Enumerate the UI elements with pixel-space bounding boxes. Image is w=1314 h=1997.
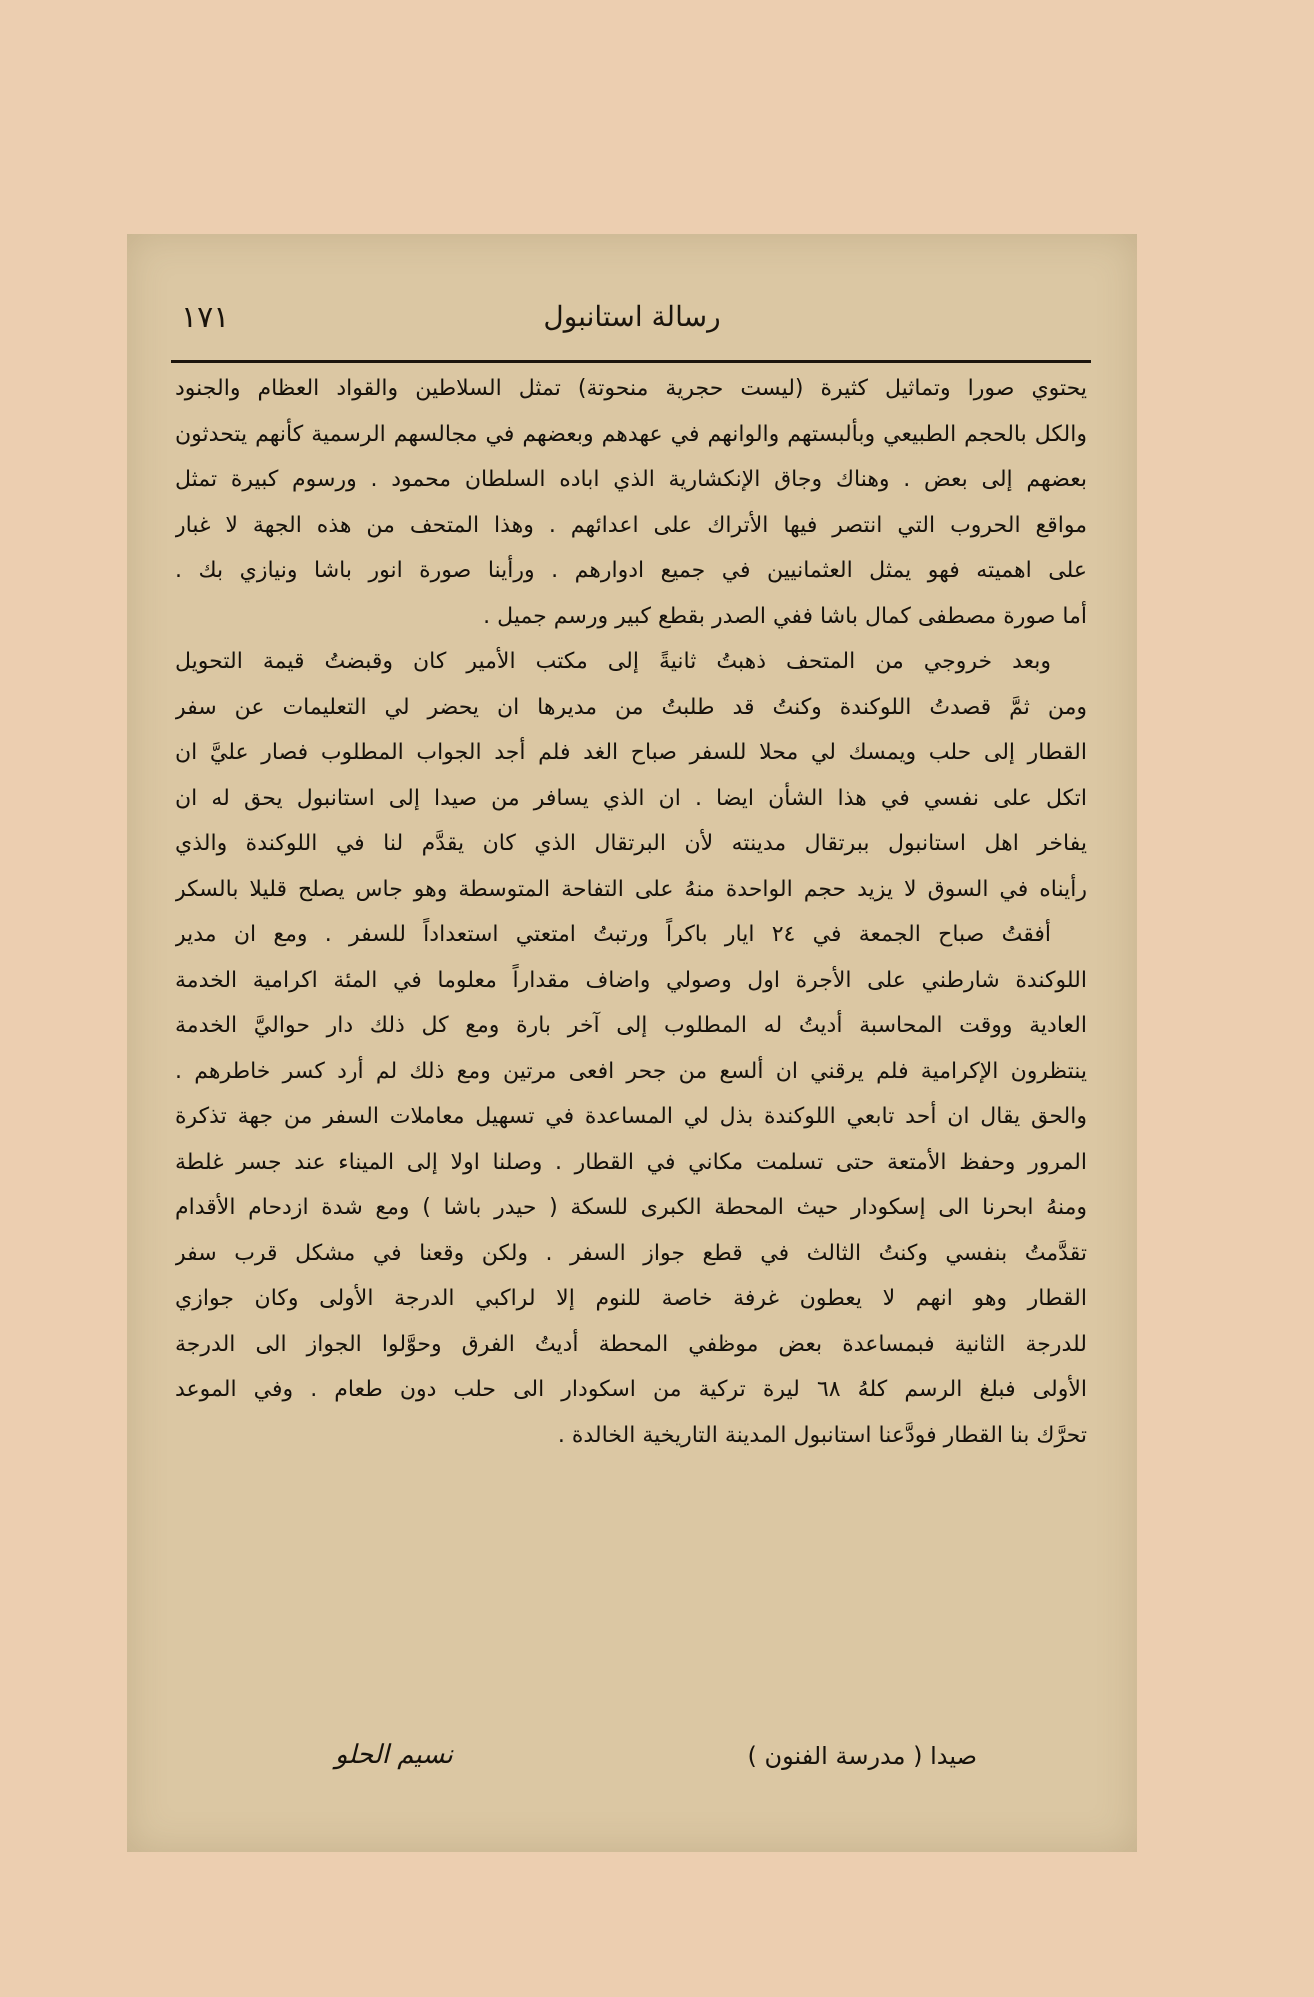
text-line: الأولى فبلغ الرسم كلهُ ٦٨ ليرة تركية من اسكودار الى حلب دون طعام . وفي الموعد: [175, 1377, 1087, 1402]
paragraph-1: [175, 366, 1087, 639]
text-line: أفقتُ صباح الجمعة في ٢٤ ايار باكراً ورتبتُ امتعتي استعداداً للسفر . ومع ان مدير: [175, 922, 1051, 947]
page-number: ١٧١: [181, 300, 230, 335]
text-line: أما صورة مصطفى كمال باشا ففي الصدر بقطع كبير ورسم جميل .: [483, 603, 1087, 629]
text-line: ومن ثمَّ قصدتُ اللوكندة وكنتُ قد طلبتُ من مديرها ان يحضر لي التعليمات عن سفر: [175, 694, 1087, 720]
signature-block: [175, 1734, 1087, 1784]
text-line: رأيناه في السوق لا يزيد حجم الواحدة منهُ على التفاحة المتوسطة وهو جاس يصلح قليلا بالسكر: [175, 876, 1087, 902]
text-line: يحتوي صورا وتماثيل كثيرة (ليست حجرية منحوتة) تمثل السلاطين والقواد العظام والجنود: [175, 376, 1087, 401]
text-line: اتكل على نفسي في هذا الشأن ايضا . ان الذي يسافر من صيدا إلى استانبول يحق له ان: [175, 785, 1087, 811]
text-line: المرور وحفظ الأمتعة حتى تسلمت مكاني في القطار . وصلنا اولا إلى الميناء عند جسر غلطة: [175, 1149, 1087, 1175]
text-line: ومنهُ ابحرنا الى إسكودار حيث المحطة الكبرى للسكة ( حيدر باشا ) ومع شدة ازدحام الأقدام: [175, 1195, 1087, 1220]
text-line: والحق يقال ان أحد تابعي اللوكندة بذل لي المساعدة في تسهيل معاملات السفر من جهة تذكرة: [175, 1104, 1087, 1129]
text-line: والكل بالحجم الطبيعي وبألبستهم والوانهم في عهدهم وبعضهم في مجالسهم الرسمية كأنهم يتحدثون: [175, 421, 1087, 447]
body-text: [175, 366, 1087, 1458]
text-line: يفاخر اهل استانبول ببرتقال مدينته لأن البرتقال الذي كان يقدَّم لنا في اللوكندة والذي: [175, 831, 1087, 856]
text-line: تحرَّك بنا القطار فودَّعنا استانبول المدينة التاريخية الخالدة .: [557, 1422, 1087, 1448]
text-line: مواقع الحروب التي انتصر فيها الأتراك على اعدائهم . وهذا المتحف من هذه الجهة لا غبار: [175, 512, 1087, 538]
book-page: [127, 234, 1137, 1852]
text-line: تقدَّمتُ بنفسي وكنتُ الثالث في قطع جواز السفر . ولكن وقعنا في مشكل قرب سفر: [175, 1240, 1087, 1266]
text-line: اللوكندة شارطني على الأجرة اول وصولي واضاف مقداراً معلوما في المئة اكرامية الخدمة: [175, 967, 1087, 993]
text-line: القطار إلى حلب ويمسك لي محلا للسفر صباح الغد فلم أجد الجواب المطلوب فصار عليَّ ان: [175, 740, 1087, 765]
running-title: رسالة استانبول: [543, 300, 721, 333]
text-line: القطار وهو انهم لا يعطون غرفة خاصة للنوم إلا لراكبي الدرجة الأولى وكان جوازي: [175, 1286, 1087, 1311]
paragraph-2: [175, 639, 1087, 912]
text-line: وبعد خروجي من المتحف ذهبتُ ثانيةً إلى مكتب الأمير كان وقبضتُ قيمة التحويل: [175, 649, 1051, 674]
text-line: على اهميته فهو يمثل العثمانيين في جميع ادوارهم . ورأينا صورة انور باشا ونيازي بك .: [175, 558, 1087, 583]
signature-place: صيدا ( مدرسة الفنون ): [747, 1742, 977, 1770]
text-line: العادية ووقت المحاسبة أديتُ له المطلوب إلى آخر بارة ومع كل ذلك دار حواليَّ الخدمة: [175, 1013, 1087, 1038]
text-line: ينتظرون الإكرامية فلم يرقني ان ألسع من جحر افعى مرتين ومع ذلك لم أرد كسر خاطرهم .: [175, 1058, 1087, 1084]
paragraph-3: [175, 912, 1087, 1458]
page-header: [179, 300, 1085, 338]
signature-author: نسيم الحلو: [335, 1740, 453, 1770]
header-rule: [171, 360, 1091, 363]
text-line: بعضهم إلى بعض . وهناك وجاق الإنكشارية الذي اباده السلطان محمود . ورسوم كبيرة تمثل: [175, 467, 1087, 492]
text-line: للدرجة الثانية فبمساعدة بعض موظفي المحطة أديتُ الفرق وحوَّلوا الجواز الى الدرجة: [175, 1331, 1087, 1357]
